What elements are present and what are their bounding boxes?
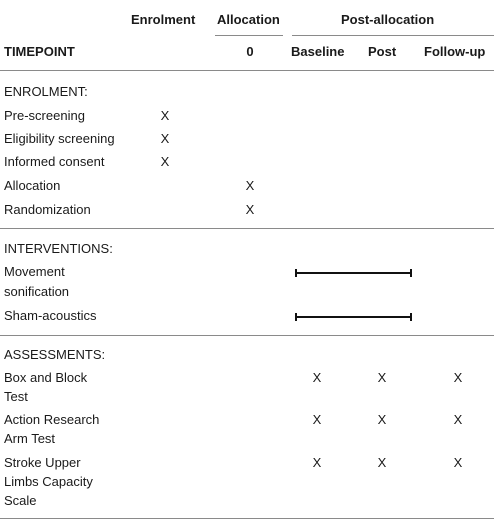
mark-post: X: [377, 455, 387, 470]
mark-post: X: [377, 412, 387, 427]
mark-baseline: X: [312, 412, 322, 427]
row-label: Pre-screening: [4, 108, 85, 123]
sham-acoustics-duration-bar: [296, 316, 412, 318]
row-label: Stroke Upper: [4, 455, 81, 470]
mark-followup: X: [453, 455, 463, 470]
phase-allocation-header: Allocation: [217, 12, 280, 27]
section-title-interventions: INTERVENTIONS:: [4, 241, 113, 256]
allocation-header-underline: [215, 35, 283, 36]
table-bottom-rule: [0, 518, 494, 519]
row-label: Limbs Capacity: [4, 474, 93, 489]
mark-allocation: X: [245, 178, 255, 193]
timepoint-label: TIMEPOINT: [4, 44, 75, 59]
row-label: Test: [4, 389, 28, 404]
tp-followup: Follow-up: [424, 44, 486, 59]
mark-allocation: X: [245, 202, 255, 217]
row-label: Box and Block: [4, 370, 88, 385]
section-title-assessments: ASSESSMENTS:: [4, 347, 106, 362]
bar-end-cap: [410, 269, 412, 277]
phase-post-allocation-header: Post-allocation: [341, 12, 435, 27]
mark-followup: X: [453, 412, 463, 427]
row-label: Action Research: [4, 412, 100, 427]
bar-end-cap: [410, 313, 412, 321]
row-label: Eligibility screening: [4, 131, 115, 146]
mark-enrolment: X: [160, 131, 170, 146]
bar-start-cap: [295, 313, 297, 321]
mark-enrolment: X: [160, 154, 170, 169]
tp-post: Post: [368, 44, 397, 59]
phase-enrolment-header: Enrolment: [131, 12, 196, 27]
tp-baseline: Baseline: [291, 44, 345, 59]
row-label: Allocation: [4, 178, 61, 193]
bar-start-cap: [295, 269, 297, 277]
mark-enrolment: X: [160, 108, 170, 123]
movement-sonification-duration-bar: [296, 272, 412, 274]
section-title-enrolment: ENROLMENT:: [4, 84, 88, 99]
row-label: Sham-acoustics: [4, 308, 97, 323]
interventions-section-rule: [0, 335, 494, 336]
mark-baseline: X: [312, 455, 322, 470]
mark-followup: X: [453, 370, 463, 385]
tp-allocation: 0: [246, 44, 254, 59]
row-label: Informed consent: [4, 154, 105, 169]
post-allocation-header-underline: [292, 35, 494, 36]
mark-baseline: X: [312, 370, 322, 385]
enrolment-section-rule: [0, 228, 494, 229]
mark-post: X: [377, 370, 387, 385]
row-label: Randomization: [4, 202, 91, 217]
row-label: Arm Test: [4, 431, 56, 446]
row-label: Movement: [4, 264, 65, 279]
row-label: Scale: [4, 493, 37, 508]
header-bottom-rule: [0, 70, 494, 71]
row-label: sonification: [4, 284, 70, 299]
